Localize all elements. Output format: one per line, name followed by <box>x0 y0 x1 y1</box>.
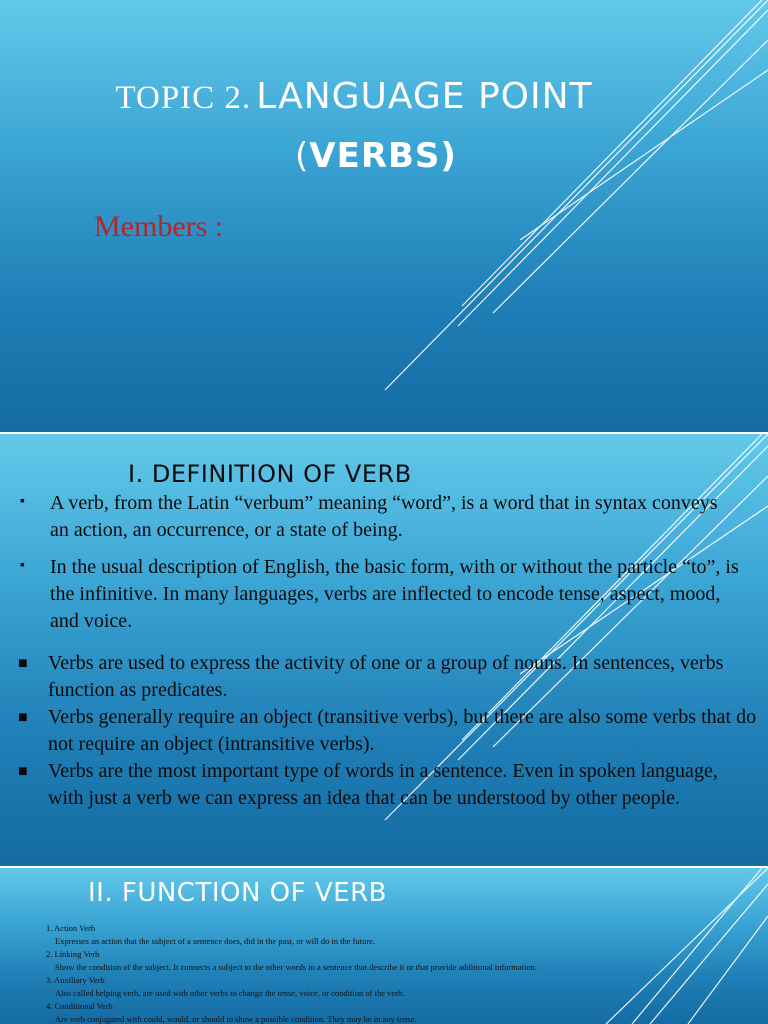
slide-subtitle <box>0 136 752 176</box>
list-item <box>46 1000 726 1024</box>
bullet-text: A verb, from the Latin “verbum” meaning “word”, is a word that in syntax conveys an action, an occurrence, or a state of being. <box>50 492 718 541</box>
list-item <box>46 974 726 1000</box>
section-heading: II. FUNCTION OF VERB <box>88 878 387 908</box>
bullet-marker: ▪ <box>20 558 25 573</box>
bullet-text: In the usual description of English, the basic form, with or without the particle “to”, is the infinitive. In many languages, verbs are inflected to encode tense, aspect, mood, and voice. <box>50 556 739 632</box>
subtitle-open-paren: ( <box>295 136 310 176</box>
title-prefix: TOPIC 2. <box>115 80 252 116</box>
slide-title <box>0 76 708 117</box>
function-description: Also called helping verb, are used with other verbs to change the tense, voice, or condition of the verb. <box>55 988 405 998</box>
bullet-text: Verbs generally require an object (transitive verbs), but there are also some verbs that do not require an object (intransitive verbs). <box>48 706 757 755</box>
title-slide <box>0 0 768 432</box>
bullet-marker: ▪ <box>20 494 25 509</box>
list-item <box>20 490 740 544</box>
function-description: Expresses an action that the subject of a sentence does, did in the past, or will do in the future. <box>55 936 376 946</box>
function-title: 4. Conditional Verb <box>46 1001 113 1011</box>
list-item <box>20 554 740 635</box>
function-list <box>46 922 726 1024</box>
bullet-text: Verbs are used to express the activity of one or a group of nouns. In sentences, verbs function as predicates. <box>48 652 724 701</box>
function-description: Show the condition of the subject. It connects a subject to the other words in a sentence that describe it or that provide additional information. <box>55 962 538 972</box>
function-title: 3. Auxiliary Verb <box>46 975 105 985</box>
bullet-marker: ■ <box>18 763 28 780</box>
subtitle-bold: VERBS) <box>309 136 457 176</box>
bullet-marker: ■ <box>18 709 28 726</box>
definition-slide <box>0 434 768 866</box>
members-label: Members : <box>94 210 224 243</box>
function-description: Are verb conjugated with could, would, or should to show a possible condition. They may be in any tense. <box>55 1014 417 1024</box>
list-item <box>18 758 758 812</box>
list-item <box>46 948 726 974</box>
list-item <box>46 922 726 948</box>
title-main: LANGUAGE POINT <box>256 76 593 117</box>
list-item <box>18 650 758 704</box>
bullet-marker: ■ <box>18 655 28 672</box>
section-heading: I. DEFINITION OF VERB <box>128 460 412 488</box>
function-slide <box>0 868 768 1024</box>
bullet-text: Verbs are the most important type of words in a sentence. Even in spoken language, with just a verb we can express an idea that can be understood by other people. <box>48 760 718 809</box>
function-title: 2. Linking Verb <box>46 949 100 959</box>
function-title: 1. Action Verb <box>46 923 96 933</box>
list-item <box>18 704 758 758</box>
